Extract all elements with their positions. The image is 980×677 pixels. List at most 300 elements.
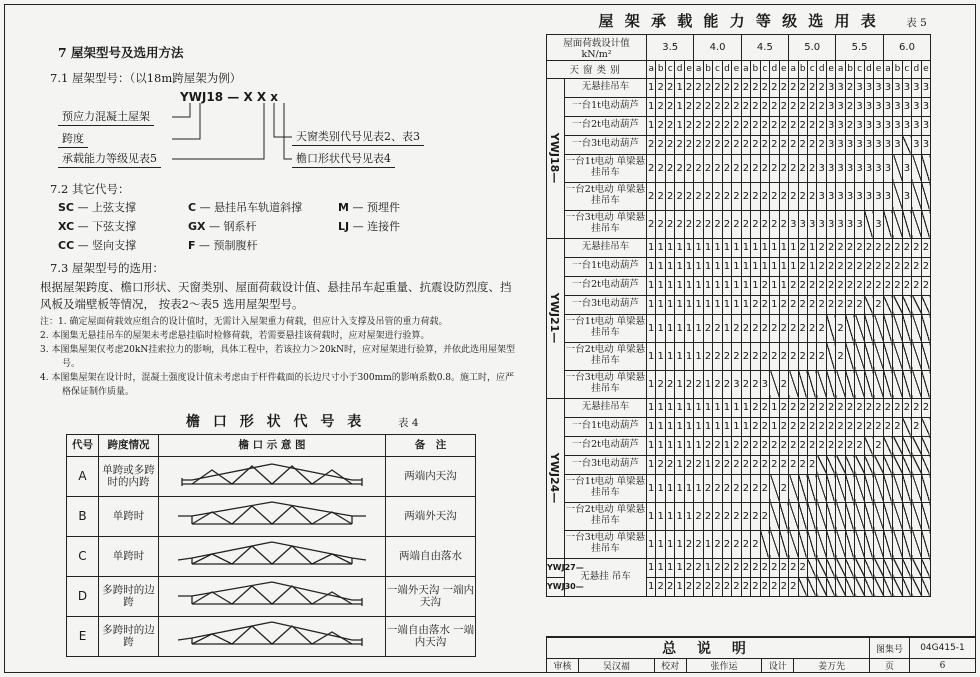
capacity-grade: 2 bbox=[647, 210, 656, 238]
note-1: 注：1. 确定屋面荷载效应组合的设计值时，无需计入屋架重力荷载，但应计入支撑及吊管的重力荷载。 bbox=[40, 317, 448, 328]
capacity-grade: 2 bbox=[722, 210, 731, 238]
capacity-grade bbox=[807, 474, 816, 502]
capacity-grade: 2 bbox=[798, 342, 807, 370]
capacity-grade: 2 bbox=[798, 78, 807, 97]
hoist-condition: 无悬挂吊车 bbox=[565, 398, 647, 417]
capacity-grade: 2 bbox=[656, 370, 665, 398]
note-cell: 两端外天沟 bbox=[386, 496, 476, 536]
capacity-grade: 1 bbox=[675, 455, 684, 474]
truss-diagram bbox=[159, 616, 386, 656]
capacity-grade: 1 bbox=[675, 295, 684, 314]
capacity-grade: 1 bbox=[684, 295, 693, 314]
capacity-grade: 2 bbox=[836, 417, 845, 436]
capacity-grade: 2 bbox=[684, 370, 693, 398]
capacity-grade: 1 bbox=[722, 276, 731, 295]
capacity-grade: 2 bbox=[893, 417, 902, 436]
capacity-grade: 3 bbox=[893, 78, 902, 97]
capacity-grade: 2 bbox=[751, 342, 760, 370]
capacity-grade: 2 bbox=[855, 257, 864, 276]
capacity-grade: 2 bbox=[694, 116, 703, 135]
capacity-grade: 2 bbox=[703, 474, 712, 502]
capacity-grade: 1 bbox=[647, 530, 656, 558]
window-class: d bbox=[770, 60, 779, 78]
capacity-grade: 2 bbox=[883, 398, 892, 417]
capacity-grade: 2 bbox=[789, 577, 798, 596]
capacity-grade bbox=[902, 530, 911, 558]
capacity-grade: 2 bbox=[703, 577, 712, 596]
span-cell: 单跨或多跨时的内跨 bbox=[99, 456, 159, 496]
capacity-grade: 2 bbox=[779, 314, 788, 342]
capacity-grade bbox=[836, 558, 845, 577]
capacity-grade: 2 bbox=[789, 455, 798, 474]
capacity-grade: 1 bbox=[675, 436, 684, 455]
col-code: 代号 bbox=[67, 434, 99, 456]
capacity-grade: 2 bbox=[807, 455, 816, 474]
model-code: YWJ18 — X X x bbox=[180, 89, 279, 104]
model-label-prestressed: 预应力混凝土屋架 bbox=[58, 109, 154, 126]
capacity-grade: 2 bbox=[751, 436, 760, 455]
capacity-grade: 1 bbox=[656, 342, 665, 370]
capacity-grade: 1 bbox=[647, 116, 656, 135]
capacity-grade: 2 bbox=[665, 135, 674, 154]
capacity-grade: 3 bbox=[921, 135, 931, 154]
capacity-grade bbox=[817, 474, 826, 502]
capacity-grade: 1 bbox=[675, 558, 684, 577]
hoist-condition: 一台3t电动葫芦 bbox=[565, 455, 647, 474]
hoist-condition: 无悬挂吊车 bbox=[565, 238, 647, 257]
capacity-grade: 2 bbox=[798, 154, 807, 182]
capacity-grade: 2 bbox=[807, 276, 816, 295]
capacity-grade: 2 bbox=[798, 135, 807, 154]
capacity-grade: 1 bbox=[647, 295, 656, 314]
window-class: e bbox=[921, 60, 931, 78]
capacity-grade bbox=[921, 210, 931, 238]
capacity-grade: 3 bbox=[883, 97, 892, 116]
capacity-grade: 2 bbox=[741, 135, 750, 154]
capacity-grade bbox=[874, 474, 883, 502]
capacity-grade: 1 bbox=[770, 257, 779, 276]
note-cell: 一端自由落水 一端内天沟 bbox=[386, 616, 476, 656]
capacity-grade: 2 bbox=[722, 577, 731, 596]
capacity-grade: 2 bbox=[713, 502, 722, 530]
capacity-grade: 2 bbox=[770, 154, 779, 182]
capacity-grade: 2 bbox=[817, 417, 826, 436]
capacity-grade: 2 bbox=[684, 210, 693, 238]
capacity-grade: 1 bbox=[656, 238, 665, 257]
load-value: 4.0 bbox=[694, 34, 741, 60]
capacity-grade bbox=[826, 455, 835, 474]
capacity-grade: 3 bbox=[836, 154, 845, 182]
capacity-grade: 2 bbox=[779, 182, 788, 210]
capacity-grade: 2 bbox=[845, 257, 854, 276]
load-value: 3.5 bbox=[647, 34, 694, 60]
window-class: c bbox=[807, 60, 816, 78]
capacity-grade: 2 bbox=[751, 135, 760, 154]
capacity-grade: 3 bbox=[902, 154, 911, 182]
capacity-grade: 2 bbox=[675, 210, 684, 238]
capacity-grade bbox=[826, 370, 835, 398]
capacity-grade: 2 bbox=[770, 455, 779, 474]
capacity-grade: 2 bbox=[770, 436, 779, 455]
capacity-grade: 3 bbox=[845, 210, 854, 238]
code-item: LJ — 连接件 bbox=[338, 220, 401, 234]
capacity-grade: 1 bbox=[684, 417, 693, 436]
capacity-grade: 2 bbox=[912, 276, 921, 295]
capacity-grade: 3 bbox=[864, 116, 873, 135]
capacity-grade bbox=[845, 530, 854, 558]
capacity-grade: 2 bbox=[893, 238, 902, 257]
capacity-grade: 1 bbox=[665, 558, 674, 577]
capacity-grade bbox=[864, 210, 873, 238]
capacity-grade: 2 bbox=[779, 558, 788, 577]
hoist-condition: 一台3t电动 单梁悬挂吊车 bbox=[565, 370, 647, 398]
capacity-grade bbox=[921, 502, 931, 530]
capacity-grade: 1 bbox=[684, 502, 693, 530]
capacity-grade: 2 bbox=[789, 97, 798, 116]
capacity-grade: 3 bbox=[893, 97, 902, 116]
capacity-grade: 2 bbox=[817, 276, 826, 295]
capacity-grade: 2 bbox=[732, 577, 741, 596]
note-2: 2. 本图集无悬挂吊车的屋架未考虑悬挂临时检修荷载，若需要悬挂该荷载时，应对屋架进行验算。 bbox=[40, 331, 430, 342]
capacity-grade: 2 bbox=[817, 97, 826, 116]
capacity-grade: 2 bbox=[760, 417, 769, 436]
capacity-grade: 1 bbox=[694, 238, 703, 257]
capacity-grade: 3 bbox=[845, 135, 854, 154]
capacity-grade: 1 bbox=[732, 257, 741, 276]
capacity-grade bbox=[912, 436, 921, 455]
capacity-grade: 2 bbox=[741, 370, 750, 398]
capacity-grade: 1 bbox=[713, 398, 722, 417]
capacity-grade: 2 bbox=[665, 154, 674, 182]
table-row bbox=[547, 257, 931, 276]
capacity-grade: 2 bbox=[760, 342, 769, 370]
capacity-grade: 2 bbox=[798, 116, 807, 135]
capacity-grade: 2 bbox=[741, 210, 750, 238]
capacity-grade: 2 bbox=[902, 276, 911, 295]
capacity-grade: 1 bbox=[656, 276, 665, 295]
capacity-grade: 2 bbox=[732, 474, 741, 502]
hoist-condition: 一台1t电动 单梁悬挂吊车 bbox=[565, 474, 647, 502]
capacity-grade: 2 bbox=[836, 295, 845, 314]
capacity-grade: 2 bbox=[665, 577, 674, 596]
table-row bbox=[547, 295, 931, 314]
capacity-grade: 2 bbox=[770, 116, 779, 135]
code-item: GX — 钢系杆 bbox=[188, 220, 257, 234]
section-title: 7 屋架型号及选用方法 bbox=[58, 45, 184, 60]
span-cell: 多跨时的边跨 bbox=[99, 576, 159, 616]
capacity-grade: 2 bbox=[656, 135, 665, 154]
capacity-grade: 1 bbox=[751, 257, 760, 276]
capacity-grade: 2 bbox=[864, 257, 873, 276]
capacity-grade: 1 bbox=[656, 502, 665, 530]
capacity-grade bbox=[874, 370, 883, 398]
capacity-grade bbox=[874, 502, 883, 530]
capacity-grade bbox=[855, 370, 864, 398]
capacity-grade: 1 bbox=[675, 257, 684, 276]
capacity-grade: 3 bbox=[883, 116, 892, 135]
capacity-grade: 2 bbox=[807, 116, 816, 135]
eave-code: B bbox=[67, 496, 99, 536]
capacity-grade: 2 bbox=[751, 210, 760, 238]
capacity-grade: 3 bbox=[893, 135, 902, 154]
capacity-grade: 2 bbox=[713, 342, 722, 370]
capacity-grade bbox=[826, 577, 835, 596]
capacity-grade bbox=[883, 342, 892, 370]
capacity-grade bbox=[817, 502, 826, 530]
capacity-grade: 2 bbox=[647, 135, 656, 154]
capacity-grade: 3 bbox=[912, 78, 921, 97]
capacity-grade: 3 bbox=[883, 135, 892, 154]
capacity-grade bbox=[902, 436, 911, 455]
capacity-grade: 2 bbox=[741, 530, 750, 558]
capacity-grade: 2 bbox=[760, 577, 769, 596]
capacity-grade: 2 bbox=[751, 295, 760, 314]
capacity-grade: 2 bbox=[703, 342, 712, 370]
capacity-grade bbox=[921, 182, 931, 210]
table5-number: 表 5 bbox=[906, 17, 927, 29]
hoist-condition: 一台1t电动葫芦 bbox=[565, 97, 647, 116]
capacity-grade: 2 bbox=[845, 116, 854, 135]
capacity-grade: 3 bbox=[760, 370, 769, 398]
span-cell: 单跨时 bbox=[99, 536, 159, 576]
capacity-grade: 2 bbox=[817, 78, 826, 97]
capacity-grade: 3 bbox=[807, 210, 816, 238]
capacity-grade bbox=[855, 314, 864, 342]
capacity-grade bbox=[912, 502, 921, 530]
capacity-grade: 2 bbox=[883, 257, 892, 276]
capacity-grade: 1 bbox=[741, 295, 750, 314]
capacity-grade: 3 bbox=[826, 135, 835, 154]
capacity-grade: 2 bbox=[703, 502, 712, 530]
capacity-grade: 2 bbox=[760, 436, 769, 455]
capacity-grade bbox=[893, 370, 902, 398]
capacity-grade: 2 bbox=[684, 116, 693, 135]
capacity-grade: 2 bbox=[665, 78, 674, 97]
capacity-grade: 1 bbox=[647, 97, 656, 116]
capacity-grade: 2 bbox=[751, 417, 760, 436]
capacity-grade: 3 bbox=[921, 78, 931, 97]
capacity-grade: 1 bbox=[722, 314, 731, 342]
note-4: 4. 本图集屋架在设计时，混凝土强度设计值未考虑由于杆件截面的长边尺寸小于300mm的影响系数0.8。施工时，应严格保证制作质量。 bbox=[40, 373, 515, 397]
capacity-grade: 3 bbox=[912, 97, 921, 116]
capacity-grade: 2 bbox=[732, 558, 741, 577]
capacity-grade: 2 bbox=[684, 97, 693, 116]
capacity-grade: 2 bbox=[732, 436, 741, 455]
selection-paragraph: 根据屋架跨度、檐口形状、天窗类别、屋面荷载设计值、悬挂吊车起重量、抗震设防烈度、挡风板及端壁板等情况， 按表2～表5 选用屋架型号。 bbox=[40, 279, 512, 311]
capacity-grade: 2 bbox=[798, 558, 807, 577]
capacity-grade: 2 bbox=[807, 417, 816, 436]
capacity-grade bbox=[770, 474, 779, 502]
capacity-grade: 1 bbox=[694, 276, 703, 295]
capacity-grade: 2 bbox=[874, 398, 883, 417]
capacity-grade: 2 bbox=[874, 436, 883, 455]
capacity-grade: 1 bbox=[665, 474, 674, 502]
eave-code: D bbox=[67, 576, 99, 616]
capacity-grade: 1 bbox=[656, 314, 665, 342]
capacity-grade: 1 bbox=[694, 295, 703, 314]
model-label-span: 跨度 bbox=[58, 131, 88, 148]
capacity-grade: 2 bbox=[760, 276, 769, 295]
capacity-grade: 1 bbox=[741, 238, 750, 257]
capacity-grade: 1 bbox=[760, 257, 769, 276]
title-block bbox=[546, 636, 976, 673]
capacity-grade: 3 bbox=[845, 154, 854, 182]
capacity-grade bbox=[807, 370, 816, 398]
capacity-grade: 2 bbox=[694, 182, 703, 210]
capacity-grade: 1 bbox=[665, 436, 674, 455]
capacity-grade: 2 bbox=[751, 577, 760, 596]
capacity-grade: 2 bbox=[817, 314, 826, 342]
subsection-7-2: 7.2 其它代号： bbox=[50, 181, 130, 196]
capacity-grade bbox=[912, 210, 921, 238]
capacity-grade: 2 bbox=[845, 398, 854, 417]
capacity-grade: 2 bbox=[770, 182, 779, 210]
capacity-grade: 3 bbox=[912, 135, 921, 154]
capacity-grade bbox=[826, 314, 835, 342]
window-class: d bbox=[864, 60, 873, 78]
capacity-grade: 1 bbox=[779, 238, 788, 257]
capacity-grade: 2 bbox=[770, 97, 779, 116]
capacity-grade: 2 bbox=[807, 436, 816, 455]
capacity-grade: 1 bbox=[647, 238, 656, 257]
capacity-grade: 2 bbox=[789, 417, 798, 436]
capacity-grade bbox=[912, 577, 921, 596]
capacity-grade bbox=[855, 502, 864, 530]
capacity-grade bbox=[902, 502, 911, 530]
capacity-grade: 2 bbox=[684, 154, 693, 182]
load-value: 5.0 bbox=[789, 34, 836, 60]
capacity-grade bbox=[912, 314, 921, 342]
capacity-grade: 1 bbox=[675, 276, 684, 295]
capacity-grade: 2 bbox=[694, 210, 703, 238]
capacity-grade bbox=[770, 502, 779, 530]
capacity-grade: 3 bbox=[893, 116, 902, 135]
capacity-grade: 2 bbox=[779, 97, 788, 116]
capacity-grade: 3 bbox=[902, 97, 911, 116]
capacity-grade bbox=[912, 154, 921, 182]
capacity-grade: 2 bbox=[656, 116, 665, 135]
capacity-grade: 3 bbox=[874, 210, 883, 238]
window-class: c bbox=[760, 60, 769, 78]
capacity-grade: 2 bbox=[770, 78, 779, 97]
capacity-grade: 1 bbox=[656, 558, 665, 577]
capacity-grade bbox=[864, 436, 873, 455]
capacity-grade: 3 bbox=[874, 116, 883, 135]
capacity-grade: 2 bbox=[694, 455, 703, 474]
capacity-grade: 2 bbox=[845, 417, 854, 436]
table-row bbox=[547, 182, 931, 210]
capacity-grade: 2 bbox=[779, 154, 788, 182]
capacity-grade: 2 bbox=[656, 577, 665, 596]
capacity-grade: 2 bbox=[703, 314, 712, 342]
capacity-grade: 2 bbox=[713, 436, 722, 455]
table5-title: 屋 架 承 载 能 力 等 级 选 用 表 bbox=[598, 12, 879, 31]
reviewer: 吴汉福 bbox=[579, 659, 655, 673]
capacity-grade bbox=[864, 314, 873, 342]
capacity-grade: 2 bbox=[864, 417, 873, 436]
capacity-grade: 3 bbox=[855, 154, 864, 182]
capacity-grade: 2 bbox=[779, 474, 788, 502]
hoist-condition: 一台2t电动 单梁悬挂吊车 bbox=[565, 502, 647, 530]
capacity-grade: 1 bbox=[779, 276, 788, 295]
window-class: c bbox=[665, 60, 674, 78]
sheet-title: 总 说 明 bbox=[547, 638, 870, 659]
capacity-grade: 1 bbox=[694, 257, 703, 276]
capacity-grade: 2 bbox=[722, 135, 731, 154]
capacity-grade: 3 bbox=[855, 182, 864, 210]
capacity-grade: 2 bbox=[855, 295, 864, 314]
capacity-grade: 1 bbox=[703, 370, 712, 398]
capacity-grade: 3 bbox=[902, 78, 911, 97]
capacity-grade: 2 bbox=[665, 182, 674, 210]
capacity-grade: 2 bbox=[760, 135, 769, 154]
window-class: e bbox=[732, 60, 741, 78]
capacity-grade: 3 bbox=[902, 182, 911, 210]
capacity-grade bbox=[893, 502, 902, 530]
hoist-condition: 一台2t电动 单梁悬挂吊车 bbox=[565, 342, 647, 370]
window-class: d bbox=[817, 60, 826, 78]
capacity-grade bbox=[826, 530, 835, 558]
window-class: d bbox=[912, 60, 921, 78]
capacity-grade: 3 bbox=[874, 154, 883, 182]
capacity-grade: 1 bbox=[722, 238, 731, 257]
table4-header bbox=[40, 408, 520, 434]
window-class: b bbox=[703, 60, 712, 78]
capacity-grade: 2 bbox=[722, 558, 731, 577]
hoist-condition: 无悬挂吊车 bbox=[565, 78, 647, 97]
capacity-grade bbox=[845, 474, 854, 502]
capacity-grade: 2 bbox=[722, 78, 731, 97]
capacity-grade: 2 bbox=[760, 210, 769, 238]
capacity-grade: 1 bbox=[713, 276, 722, 295]
window-class: e bbox=[684, 60, 693, 78]
capacity-grade: 2 bbox=[789, 135, 798, 154]
capacity-grade: 2 bbox=[779, 455, 788, 474]
hoist-condition: 一台3t电动葫芦 bbox=[565, 135, 647, 154]
capacity-grade: 2 bbox=[751, 182, 760, 210]
load-label: 屋面荷载设计值 kN/m² bbox=[547, 34, 647, 60]
capacity-grade bbox=[893, 342, 902, 370]
capacity-grade bbox=[912, 455, 921, 474]
capacity-grade: 2 bbox=[845, 78, 854, 97]
capacity-grade: 1 bbox=[647, 417, 656, 436]
capacity-grade: 2 bbox=[732, 78, 741, 97]
capacity-grade: 2 bbox=[722, 502, 731, 530]
capacity-grade: 3 bbox=[836, 97, 845, 116]
capacity-grade: 2 bbox=[722, 116, 731, 135]
capacity-grade: 1 bbox=[675, 398, 684, 417]
capacity-grade: 2 bbox=[684, 455, 693, 474]
capacity-grade: 2 bbox=[713, 182, 722, 210]
capacity-grade: 2 bbox=[694, 97, 703, 116]
capacity-grade: 2 bbox=[694, 78, 703, 97]
capacity-grade: 1 bbox=[732, 398, 741, 417]
capacity-grade: 2 bbox=[779, 135, 788, 154]
capacity-grade: 1 bbox=[665, 276, 674, 295]
atlas-number: 04G415-1 bbox=[910, 638, 976, 659]
hoist-condition: 一台3t电动 单梁悬挂吊车 bbox=[565, 530, 647, 558]
eave-code: C bbox=[67, 536, 99, 576]
capacity-grade: 1 bbox=[732, 238, 741, 257]
model-group-cell bbox=[547, 238, 565, 398]
capacity-grade bbox=[921, 342, 931, 370]
capacity-grade: 2 bbox=[789, 78, 798, 97]
capacity-grade: 2 bbox=[855, 276, 864, 295]
capacity-grade: 2 bbox=[732, 210, 741, 238]
hoist-condition: 一台2t电动葫芦 bbox=[565, 276, 647, 295]
capacity-grade bbox=[921, 474, 931, 502]
window-class: e bbox=[779, 60, 788, 78]
